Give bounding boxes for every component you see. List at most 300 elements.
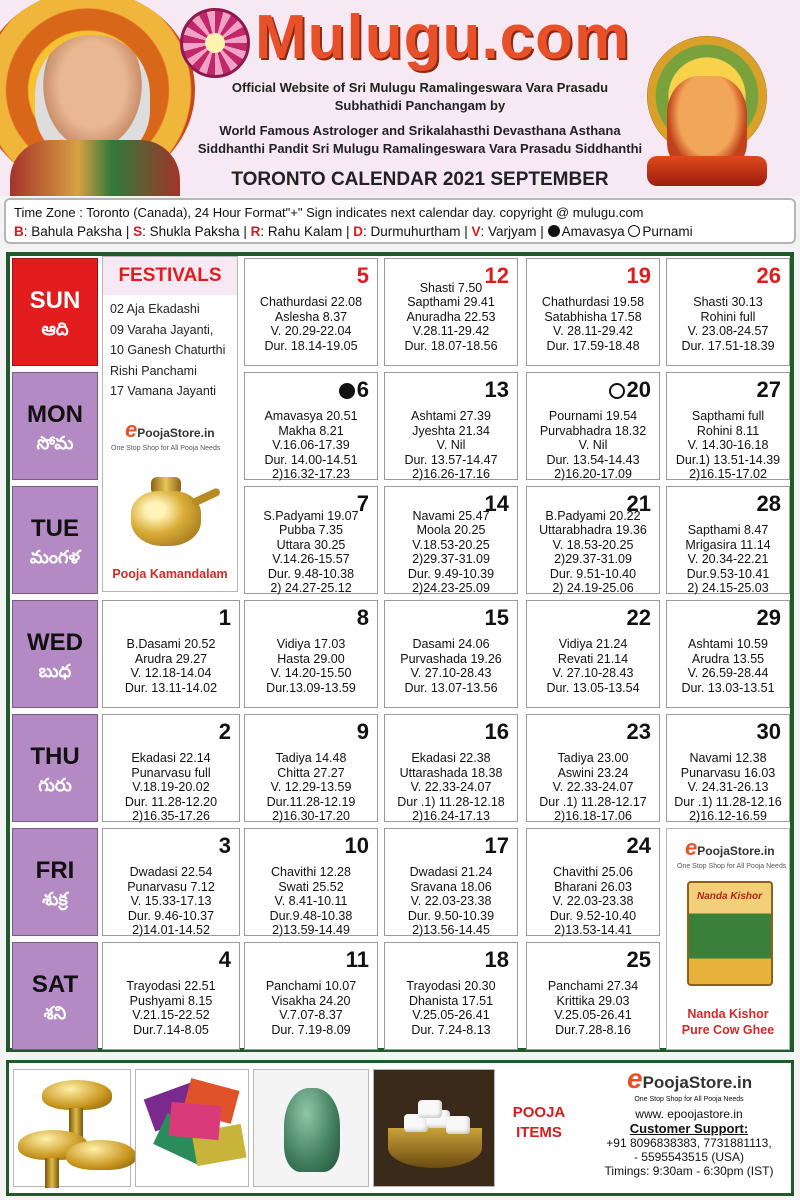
panchang-line: Dur. 9.50-10.39 [407, 908, 495, 923]
date-number-text: 18 [484, 947, 509, 972]
date-number-text: 17 [484, 833, 509, 858]
date-number-text: 6 [356, 377, 369, 402]
ganesha-image [642, 36, 772, 191]
panchang-line: V. Nil [578, 438, 608, 453]
panchang-line: 2)16.35-17.26 [132, 808, 210, 823]
header [0, 0, 800, 196]
panchang-line: Dur. 13.07-13.56 [404, 680, 498, 695]
panchang-line: V. 18.53-20.25 [552, 537, 634, 552]
panchang-line: V.18.19-20.02 [132, 780, 210, 795]
panchang-line: Revati 21.14 [557, 651, 629, 666]
panchang-line: 2)16.12-16.59 [689, 808, 767, 823]
date-cell-28[interactable] [666, 486, 790, 594]
date-number-text: 26 [756, 263, 781, 288]
panchang-line: V. 24.31-26.13 [687, 780, 769, 795]
legend-key: B [14, 224, 24, 239]
panchang-line: Dur.1) 13.51-14.39 [675, 452, 781, 467]
panchang-line: Dur. 9.52-10.40 [549, 908, 637, 923]
panchang-line: Dur.9.53-10.41 [686, 566, 770, 581]
panchang-line: V. 28.11-29.42 [553, 324, 633, 339]
panchang-line: Visakha 24.20 [271, 993, 351, 1008]
panchang-line: 2)24.23-25.09 [412, 580, 490, 595]
date-cell-14[interactable] [384, 486, 518, 594]
date-cell-30[interactable] [666, 714, 790, 822]
panchang-line: Punarvasu full [131, 765, 211, 780]
panchang-line: Tadiya 14.48 [275, 751, 347, 766]
panchang-line: V. 23.08-24.57 [687, 324, 769, 339]
panchang-line: Dur. 13.05-13.54 [546, 680, 640, 695]
panchang-line [245, 395, 377, 409]
date-cell-22[interactable] [526, 600, 660, 708]
panchang-line: V. 26.59-28.44 [687, 666, 769, 681]
panchang-line: Rohini full [700, 309, 756, 324]
pooja-cloths-image[interactable] [135, 1069, 249, 1187]
panchang-line: Vidiya 17.03 [276, 637, 346, 652]
panchang-line: Uttarabhadra 19.36 [539, 523, 647, 538]
brand-tagline: One Stop Shop for All Pooja Needs [111, 445, 221, 452]
day-header-mon [12, 372, 98, 480]
date-cell-29[interactable] [666, 600, 790, 708]
panchang-line: Dur. 18.07-18.56 [404, 338, 498, 353]
date-number-text: 29 [756, 605, 781, 630]
panchang-line: V.16.06-17.39 [272, 438, 350, 453]
panchang-line: V. 27.10-28.43 [552, 666, 634, 681]
panchang-line: 2)13.56-14.45 [412, 922, 490, 937]
panchang-line: Tadiya 23.00 [557, 751, 629, 766]
date-cell-3[interactable] [102, 828, 240, 936]
brand-suffix: .in [732, 1073, 753, 1092]
panchang-line: B.Padyami 20.22 [545, 509, 641, 523]
panchang-line: V. 22.03-23.38 [552, 894, 634, 909]
festivals-title: FESTIVALS [103, 257, 237, 295]
panchang-line: Dur.11.28-12.19 [266, 794, 356, 809]
panchang-line: Dur. 14.00-14.51 [264, 452, 358, 467]
footer [6, 1060, 794, 1196]
full-moon-icon [628, 225, 640, 237]
panchang-line: Dur. 9.51-10.40 [549, 566, 637, 581]
day-name-telugu: మంగళ [29, 547, 81, 568]
panchang-line: V.21.15-22.52 [132, 1008, 210, 1023]
panchang-line: Chavithi 12.28 [271, 865, 351, 880]
panchang-line: 2)16.30-17.20 [272, 808, 350, 823]
kamandalam-image [121, 471, 216, 546]
panchang-line: V.28.11-29.42 [412, 324, 490, 339]
panchang-line: 2)16.26-17.16 [412, 466, 490, 481]
day-name-english: SAT [31, 971, 79, 998]
panchang-line: Aswini 23.24 [557, 765, 629, 780]
day-name-telugu: సోమ [36, 433, 74, 454]
date-cell-11[interactable] [244, 942, 378, 1050]
panchang-line [527, 623, 659, 637]
festival-item: 02 Aja Ekadashi [110, 302, 200, 316]
date-cell-19[interactable] [526, 258, 660, 366]
panchang-line: 2)16.20-17.09 [554, 466, 632, 481]
timings: Timings: 9:30am - 6:30pm (IST) [604, 1164, 774, 1178]
legend-key: V [471, 224, 481, 239]
panchang-line: B.Dasami 20.52 [126, 637, 216, 652]
panchang-line: Sapthami 29.41 [407, 295, 495, 310]
header-line-3: World Famous Astrologer and Srikalahasthi Devasthana Asthana [219, 123, 621, 138]
panchang-line: Purvabhadra 18.32 [539, 423, 647, 438]
ghee-pack-label: Nanda Kishor [697, 891, 763, 902]
date-cell-12[interactable] [384, 258, 518, 366]
panchang-line: V. 20.29-22.04 [270, 324, 352, 339]
panchang-line: V. 14.20-15.50 [270, 666, 352, 681]
date-number-text: 9 [356, 719, 369, 744]
panchang-line: Uttara 30.25 [276, 537, 346, 552]
panchang-line: Sapthami full [691, 409, 765, 424]
panchang-line: Dur. 17.59-18.48 [546, 338, 640, 353]
panchang-line: Dur. 9.49-10.39 [407, 566, 495, 581]
brand-name: PoojaStore [137, 426, 201, 440]
festival-item: 09 Varaha Jayanti, [110, 322, 214, 337]
brass-lamps-image[interactable] [13, 1069, 131, 1187]
legend-key: R [250, 224, 261, 239]
panchang-line: Anuradha 22.53 [406, 309, 496, 324]
date-number-text: 24 [626, 833, 651, 858]
date-number-text: 19 [626, 263, 651, 288]
astrologer-robe [10, 140, 180, 196]
panchang-line [667, 737, 789, 751]
day-name-english: FRI [35, 857, 75, 884]
day-header-tue [12, 486, 98, 594]
legend-text: : Durmuhurtham | [362, 224, 472, 239]
panchang-line [667, 395, 789, 409]
day-header-sat [12, 942, 98, 1050]
brand-name: PoojaStore [642, 1073, 733, 1092]
panchang-line: 2)13.53-14.41 [554, 922, 632, 937]
date-cell-23[interactable] [526, 714, 660, 822]
date-cell-27[interactable] [666, 372, 790, 480]
brand-suffix: .in [760, 844, 775, 858]
panchang-line [385, 737, 517, 751]
panchang-line: Punarvasu 16.03 [680, 765, 776, 780]
panchang-line: V. 22.33-24.07 [552, 780, 634, 795]
poojastore-logo: ePoojaStore.in [125, 417, 215, 442]
date-cell-2[interactable] [102, 714, 240, 822]
panchang-line: V.25.05-26.41 [554, 1008, 632, 1023]
pooja-items-line-1: POOJA [512, 1104, 566, 1121]
support-title: Customer Support: [629, 1121, 749, 1136]
legend-text: : Varjyam | [480, 224, 544, 239]
day-name-telugu: శని [43, 1003, 67, 1024]
date-number-text: 10 [344, 833, 369, 858]
date-number-text: 8 [356, 605, 369, 630]
date-cell-17[interactable] [384, 828, 518, 936]
date-number-text: 20 [626, 377, 651, 402]
panchang-line: Dur. 13.11-14.02 [124, 680, 218, 695]
panchang-line: V. Nil [436, 438, 466, 453]
brand-suffix: .in [200, 426, 215, 440]
ghee-caption-2: Pure Cow Ghee [681, 1023, 775, 1037]
panchang-line: S.Padyami 19.07 [263, 509, 359, 523]
date-number-text: 25 [626, 947, 651, 972]
panchang-line: Dhanista 17.51 [408, 993, 494, 1008]
panchang-line: Satabhisha 17.58 [544, 309, 642, 324]
panchang-line: Amavasya 20.51 [264, 409, 358, 424]
day-name-telugu: బుధ [38, 661, 72, 682]
panchang-line [527, 395, 659, 409]
ghee-caption-1: Nanda Kishor [687, 1007, 769, 1021]
panchang-line: Navami 25.47 [412, 509, 490, 523]
panchang-line: Dur .1) 11.28-12.18 [397, 794, 505, 809]
kamandalam-ad[interactable] [103, 417, 237, 591]
date-cell-25[interactable] [526, 942, 660, 1050]
website-link[interactable]: www. epoojastore.in [635, 1107, 743, 1121]
panchang-line [245, 965, 377, 979]
panchang-line: Moola 20.25 [416, 523, 486, 538]
panchang-line: V. 12.29-13.59 [270, 780, 352, 795]
panchang-line: 2) 24.15-25.03 [687, 580, 769, 595]
day-name-english: MON [27, 401, 83, 428]
date-number-text: 2 [218, 719, 231, 744]
legend-text: : Bahula Paksha | [23, 224, 134, 239]
info-bar [4, 198, 796, 244]
panchang-line: V. 14.30-16.18 [687, 438, 769, 453]
panchang-line: 2)29.37-31.09 [554, 552, 632, 567]
panchang-line: Trayodasi 20.30 [406, 979, 496, 994]
date-number-text: 14 [484, 491, 509, 516]
panchang-line [245, 851, 377, 865]
ghee-ad[interactable] [666, 828, 790, 1050]
panchang-line: Dur. 9.48-10.38 [267, 566, 355, 581]
panchang-line: Sravana 18.06 [410, 879, 492, 894]
panchang-line [245, 737, 377, 751]
calendar-title: TORONTO CALENDAR 2021 SEPTEMBER [231, 169, 609, 190]
panchang-line [527, 281, 659, 295]
panchang-line: Dur .1) 11.28-12.17 [539, 794, 647, 809]
panchang-line: Vidiya 21.24 [558, 637, 628, 652]
camphor-bowl-image[interactable] [373, 1069, 495, 1187]
date-number-text: 13 [484, 377, 509, 402]
brand-name: PoojaStore [697, 844, 761, 858]
day-header-thu [12, 714, 98, 822]
panchang-line: Pubba 7.35 [279, 523, 343, 538]
panchang-line: Panchami 10.07 [265, 979, 357, 994]
panchang-line: V. 12.18-14.04 [130, 666, 212, 681]
panchang-line [385, 851, 517, 865]
date-cell-7[interactable] [244, 486, 378, 594]
panchang-line: Sapthami 8.47 [687, 523, 769, 538]
date-cell-18[interactable] [384, 942, 518, 1050]
panchang-line: V. 27.10-28.43 [410, 666, 492, 681]
panchang-line: Dur.9.48-10.38 [269, 908, 353, 923]
panchang-line: Dasami 24.06 [412, 637, 490, 652]
panchang-line: V. 8.41-10.11 [274, 894, 348, 909]
panchang-line: Dur. 13.54-14.43 [546, 452, 640, 467]
panchang-line: 2)16.32-17.23 [272, 466, 350, 481]
date-cell-13[interactable] [384, 372, 518, 480]
panchang-line: Navami 12.38 [689, 751, 767, 766]
new-moon-icon [548, 225, 560, 237]
panchang-line [667, 281, 789, 295]
festival-item: 17 Vamana Jayanti [110, 384, 217, 398]
panchang-line: V. 20.34-22.21 [687, 552, 769, 567]
panchang-line: Jyeshta 21.34 [412, 423, 490, 438]
panchang-line: V.14.26-15.57 [272, 552, 350, 567]
panchang-line: 2) 24.27-25.12 [270, 580, 352, 595]
panchang-line: Dwadasi 21.24 [409, 865, 493, 880]
header-line-4: Siddhanthi Pandit Sri Mulugu Ramalingeswara Vara Prasadu Siddhanthi [197, 141, 643, 156]
date-cell-1[interactable] [102, 600, 240, 708]
panchang-line: 2)16.18-17.06 [554, 808, 632, 823]
day-name-telugu: శుక్ర [42, 889, 68, 910]
panchang-line: Dur .1) 11.28-12.16 [674, 794, 782, 809]
panchang-line [667, 623, 789, 637]
panchang-line: Chathurdasi 22.08 [259, 295, 363, 310]
panchang-line: Dur. 13.03-13.51 [681, 680, 775, 695]
panchang-line: Chitta 27.27 [277, 765, 345, 780]
date-cell-20[interactable] [526, 372, 660, 480]
panchang-line: Hasta 29.00 [277, 651, 345, 666]
panchang-line: V. 22.03-23.38 [410, 894, 492, 909]
panchang-line: Swati 25.52 [278, 879, 344, 894]
ghee-pack-image [687, 881, 773, 986]
day-name-english: TUE [31, 515, 79, 542]
date-number-text: 30 [756, 719, 781, 744]
date-number-text: 23 [626, 719, 651, 744]
customer-support [589, 1063, 789, 1193]
date-number-text: 5 [356, 263, 369, 288]
panchang-line: Panchami 27.34 [547, 979, 639, 994]
panchang-line: Ashtami 27.39 [411, 409, 491, 424]
panchang-line [527, 737, 659, 751]
day-name-telugu: ఆది [41, 319, 69, 340]
panchang-line: Dur. 11.28-12.20 [124, 794, 218, 809]
date-cell-8[interactable] [244, 600, 378, 708]
festival-item: 10 Ganesh Chaturthi [110, 343, 226, 357]
day-name-english: SUN [29, 287, 81, 314]
panchang-line: V.18.53-20.25 [412, 537, 490, 552]
panchang-line: Ekadasi 22.38 [411, 751, 491, 766]
phone-line-1: +91 8096838383, 7731881113, [606, 1136, 772, 1150]
panchang-line: Dur. 7.19-8.09 [271, 1022, 351, 1037]
date-number-text: 28 [756, 491, 781, 516]
festivals-panel [102, 256, 238, 592]
panchang-line: Dur. 18.14-19.05 [264, 338, 358, 353]
panchang-line [103, 623, 239, 637]
date-number-text: 22 [626, 605, 651, 630]
festival-item: Rishi Panchami [110, 363, 197, 378]
brand-tagline: One Stop Shop for All Pooja Needs [677, 863, 787, 870]
date-number-text: 15 [484, 605, 509, 630]
panchang-line: Bharani 26.03 [554, 879, 632, 894]
date-number-text: 1 [218, 605, 231, 630]
legend-text: : Shukla Paksha | [142, 224, 251, 239]
panchang-line [245, 623, 377, 637]
panchang-line: Ekadasi 22.14 [131, 751, 211, 766]
purnami-label: Purnami [642, 224, 693, 239]
panchang-line: Dwadasi 22.54 [129, 865, 213, 880]
amavasya-label: Amavasya [561, 224, 625, 239]
brand-tagline: One Stop Shop for All Pooja Needs [634, 1096, 744, 1103]
date-number-text: 7 [356, 491, 369, 516]
legend [14, 224, 693, 239]
date-cell-9[interactable] [244, 714, 378, 822]
poojastore-logo: ePoojaStore.in [685, 835, 775, 860]
date-cell-21[interactable] [526, 486, 660, 594]
panchang-line: Purvashada 19.26 [400, 651, 502, 666]
panchang-line: Dur. 7.24-8.13 [411, 1022, 491, 1037]
legend-key: D [353, 224, 363, 239]
date-cell-15[interactable] [384, 600, 518, 708]
panchang-line [527, 965, 659, 979]
day-header-sun [12, 258, 98, 366]
legend-key: S [133, 224, 143, 239]
panchang-line [103, 965, 239, 979]
panchang-line: 2)13.59-14.49 [272, 922, 350, 937]
date-number-text: 11 [345, 947, 369, 972]
panchang-line: Dur. 13.57-14.47 [404, 452, 498, 467]
phone-line-2: - 5595543515 (USA) [633, 1150, 745, 1164]
panchang-line: Punarvasu 7.12 [127, 879, 215, 894]
header-line-1: Official Website of Sri Mulugu Ramalingeswara Vara Prasadu [231, 80, 609, 95]
panchang-line: Chavithi 25.06 [553, 865, 633, 880]
pooja-items-label[interactable] [499, 1103, 579, 1143]
day-name-telugu: గురు [38, 775, 72, 796]
panchang-line: 2)29.37-31.09 [412, 552, 490, 567]
panchang-line: Dur. 9.46-10.37 [127, 908, 215, 923]
panchang-line [385, 965, 517, 979]
panchang-line: Rohini 8.11 [696, 423, 760, 438]
panchang-line: Chathurdasi 19.58 [541, 295, 645, 310]
panchang-line [103, 851, 239, 865]
calendar-grid [10, 256, 790, 1048]
date-number-text: 16 [484, 719, 509, 744]
mandala-logo-icon [180, 8, 250, 78]
poojastore-logo[interactable]: ePoojaStore.in [627, 1063, 753, 1094]
panchang-line: Makha 8.21 [278, 423, 344, 438]
date-number-text: 12 [484, 263, 509, 288]
date-number-text: 3 [218, 833, 231, 858]
day-name-english: THU [30, 743, 80, 770]
date-cell-4[interactable] [102, 942, 240, 1050]
panchang-line: Pushyami 8.15 [129, 993, 213, 1008]
panchang-line [385, 623, 517, 637]
panchang-line [385, 395, 517, 409]
panchang-line: 2)16.15-17.02 [689, 466, 767, 481]
day-name-english: WED [27, 629, 83, 656]
panchang-line: 2)14.01-14.52 [132, 922, 210, 937]
date-cell-6[interactable] [244, 372, 378, 480]
panchang-line [245, 281, 377, 295]
timezone-note: Time Zone : Toronto (Canada), 24 Hour Format"+" Sign indicates next calendar day. copyright @ mulugu.com [14, 205, 644, 220]
panchang-line: V.25.05-26.41 [412, 1008, 490, 1023]
panchang-line: Arudra 13.55 [691, 651, 765, 666]
kamandalam-caption: Pooja Kamandalam [112, 567, 228, 581]
date-cell-26[interactable] [666, 258, 790, 366]
date-cell-5[interactable] [244, 258, 378, 366]
site-title[interactable]: Mulugu.com [255, 3, 631, 72]
panchang-line: V. 22.33-24.07 [410, 780, 492, 795]
date-cell-16[interactable] [384, 714, 518, 822]
ganesha-idol-image[interactable] [253, 1069, 369, 1187]
panchang-line [103, 737, 239, 751]
panchang-line: 2) 24.19-25.06 [552, 580, 634, 595]
panchang-line: Shasti 30.13 [693, 295, 763, 310]
panchang-line [667, 509, 789, 523]
date-cell-10[interactable] [244, 828, 378, 936]
day-header-wed [12, 600, 98, 708]
day-header-fri [12, 828, 98, 936]
panchang-line: Dur.7.14-8.05 [133, 1022, 209, 1037]
date-cell-24[interactable] [526, 828, 660, 936]
panchang-line: Pournami 19.54 [548, 409, 638, 424]
panchang-line: V.7.07-8.37 [279, 1008, 343, 1023]
panchang-line: Dur. 17.51-18.39 [681, 338, 775, 353]
panchang-line: Dur.13.09-13.59 [266, 680, 356, 695]
date-number-text: 21 [626, 491, 651, 516]
